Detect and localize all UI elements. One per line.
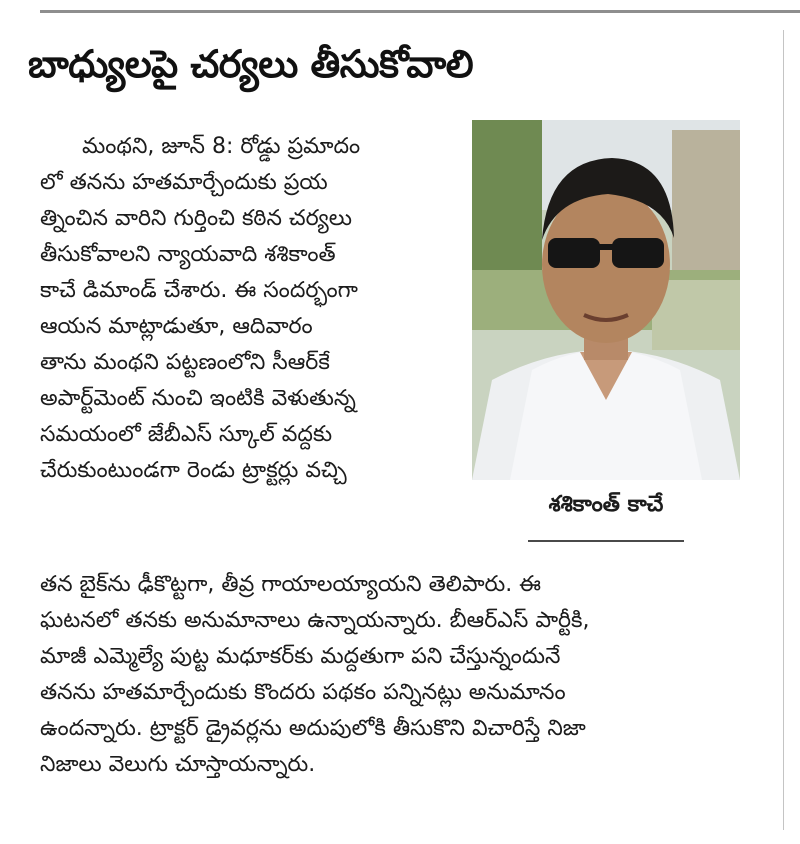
body-line: నిజాలు వెలుగు చూస్తాయన్నారు. xyxy=(40,752,316,777)
column-divider xyxy=(783,30,784,830)
caption-divider xyxy=(528,540,684,542)
body-line: తాను మంథని పట్టణంలోని సీఆర్‌కే xyxy=(40,350,330,375)
body-line: కాచే డిమాండ్ చేశారు. ఈ సందర్భంగా xyxy=(40,278,358,303)
photo-caption: శశికాంత్ కాచే xyxy=(548,492,664,517)
body-line: సమయంలో జేబీఎస్ స్కూల్ వద్దకు xyxy=(40,422,333,447)
article-headline: బాధ్యులపై చర్యలు తీసుకోవాలి xyxy=(28,42,474,86)
body-line: తన బైక్‌ను ఢీకొట్టగా, తీవ్ర గాయాలయ్యాయని తెలిపారు. ఈ xyxy=(40,572,542,597)
body-line: తీసుకోవాలని న్యాయవాది శశికాంత్ xyxy=(40,242,336,267)
body-line: ఘటనలో తనకు అనుమానాలు ఉన్నాయన్నారు. బీఆర్ఎస్ పార్టీకి, xyxy=(40,608,590,633)
body-line: ఉందన్నారు. ట్రాక్టర్ డ్రైవర్లను అదుపులోకి తీసుకొని విచారిస్తే నిజా xyxy=(40,716,586,741)
person-photo xyxy=(472,120,740,480)
body-line: తనను హతమార్చేందుకు కొందరు పథకం పన్నినట్లు అనుమానం xyxy=(40,680,566,705)
body-line: ఆయన మాట్లాడుతూ, ఆదివారం xyxy=(40,314,313,339)
body-line: మంథని, జూన్ 8: రోడ్డు ప్రమాదం xyxy=(82,134,361,159)
top-divider xyxy=(40,10,800,13)
body-line: మాజీ ఎమ్మెల్యే పుట్ట మధూకర్‌కు మద్దతుగా పని చేస్తున్నందునే xyxy=(40,644,561,669)
body-line: అపార్ట్‌మెంట్ నుంచి ఇంటికి వెళుతున్న xyxy=(40,386,356,411)
body-line: లో తనను హతమార్చేందుకు ప్రయ xyxy=(40,170,328,195)
body-line: చేరుకుంటుండగా రెండు ట్రాక్టర్లు వచ్చి xyxy=(40,458,347,483)
body-line: త్నించిన వారిని గుర్తించి కఠిన చర్యలు xyxy=(40,206,352,231)
